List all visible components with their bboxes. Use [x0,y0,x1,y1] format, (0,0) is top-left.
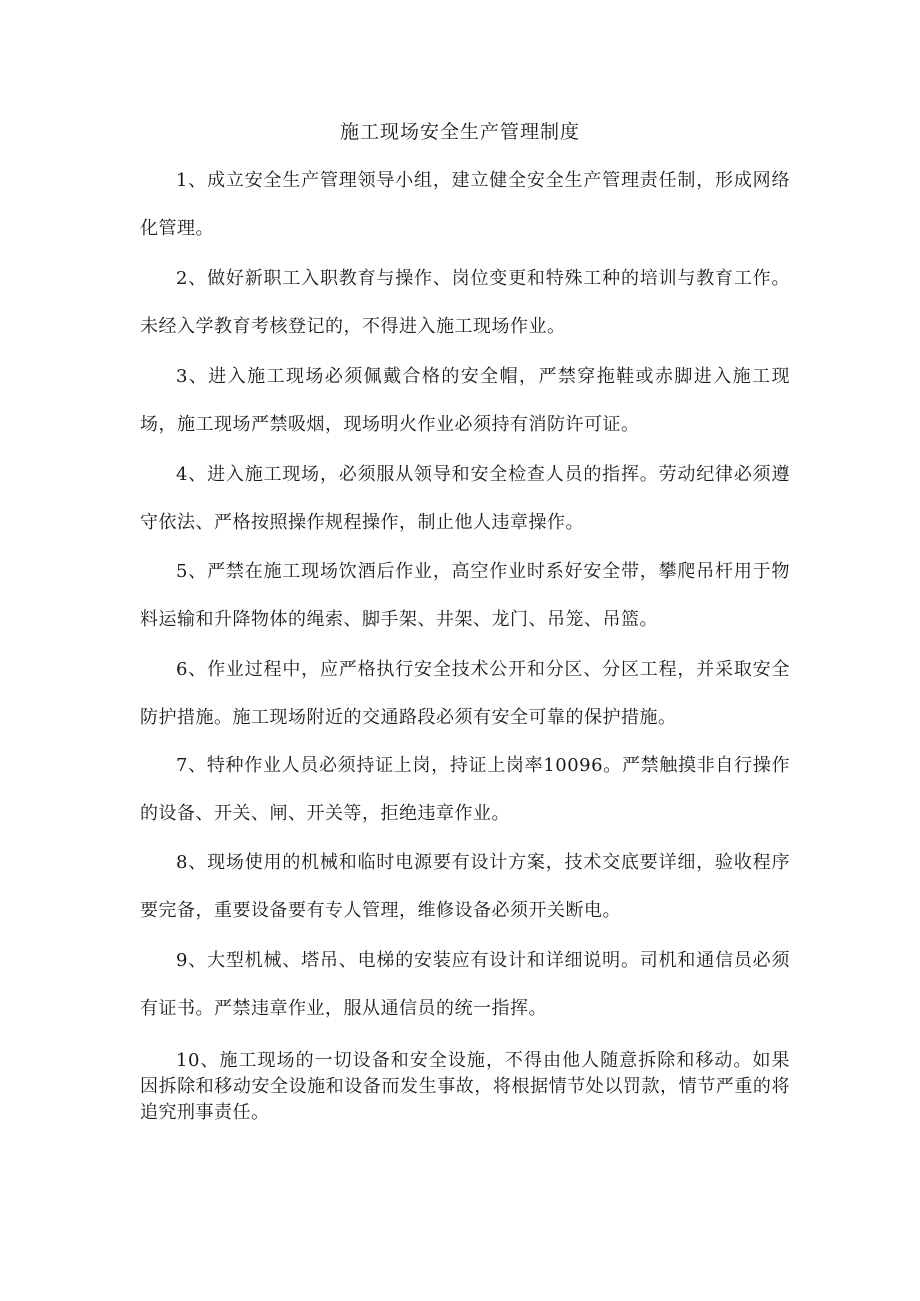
rule-paragraph-7: 7、特种作业人员必须持证上岗，持证上岗率10096。严禁触摸非自行操作的设备、开关、闸、开关等，拒绝违章作业。 [140,755,790,824]
rule-paragraph-2: 2、做好新职工入职教育与操作、岗位变更和特殊工种的培训与教育工作。未经入学教育考核登记的，不得进入施工现场作业。 [140,268,790,337]
rule-paragraph-9: 9、大型机械、塔吊、电梯的安装应有设计和详细说明。司机和通信员必须有证书。严禁违章作业，服从通信员的统一指挥。 [140,950,790,1019]
rule-paragraph-4: 4、进入施工现场，必须服从领导和安全检查人员的指挥。劳动纪律必须遵守依法、严格按照操作规程操作，制止他人违章操作。 [140,464,790,533]
rule-paragraph-6: 6、作业过程中，应严格执行安全技术公开和分区、分区工程，并采取安全防护措施。施工现场附近的交通路段必须有安全可靠的保护措施。 [140,659,790,728]
document-title: 施工现场安全生产管理制度 [339,121,580,143]
rule-paragraph-3: 3、进入施工现场必须佩戴合格的安全帽，严禁穿拖鞋或赤脚进入施工现场，施工现场严禁吸烟，现场明火作业必须持有消防许可证。 [140,366,790,435]
rule-paragraph-10: 10、施工现场的一切设备和安全设施，不得由他人随意拆除和移动。如果因拆除和移动安全设施和设备而发生事故，将根据情节处以罚款，情节严重的将追究刑事责任。 [140,1050,790,1123]
rule-paragraph-1: 1、成立安全生产管理领导小组，建立健全安全生产管理责任制，形成网络化管理。 [140,170,790,239]
rule-paragraph-8: 8、现场使用的机械和临时电源要有设计方案，技术交底要详细，验收程序要完备，重要设备要有专人管理，维修设备必须开关断电。 [140,852,790,921]
rule-paragraph-5: 5、严禁在施工现场饮酒后作业，高空作业时系好安全带，攀爬吊杆用于物料运输和升降物体的绳索、脚手架、井架、龙门、吊笼、吊篮。 [140,561,790,630]
